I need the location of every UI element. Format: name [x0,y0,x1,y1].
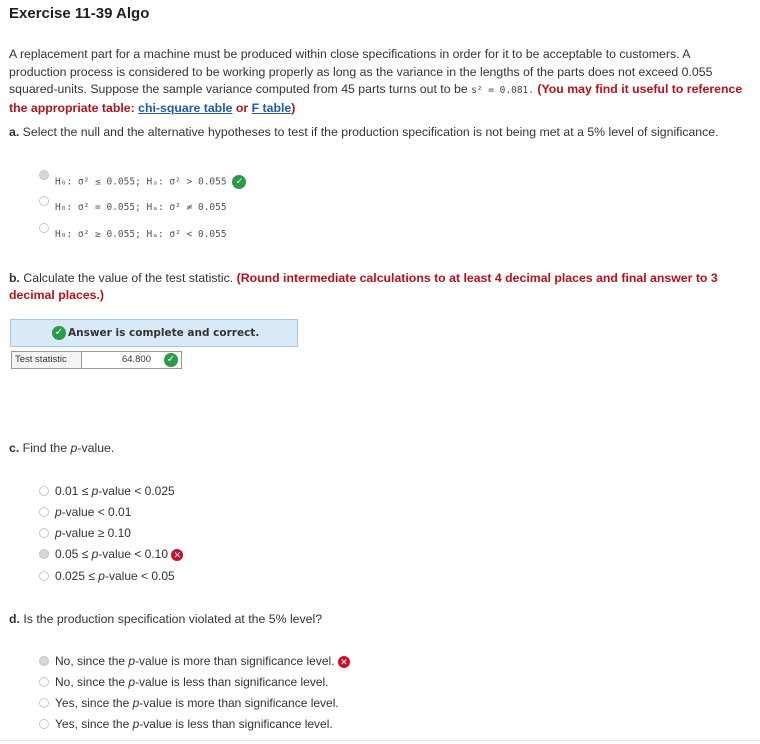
table-hint: (You may find it useful to reference [534,82,743,96]
opt-post: -value < 0.025 [98,484,175,498]
x-circle-icon: ✕ [338,656,350,668]
opt-pre: No, since the [55,654,129,668]
intro-line-4 [9,100,754,118]
part-c-p: p [70,441,78,455]
test-statistic-value: 64.800 [121,354,151,365]
part-b-question [9,270,749,304]
page-title: Exercise 11-39 Algo [9,5,150,22]
answer-status-text: Answer is complete and correct. [68,327,260,339]
check-circle-icon: ✓ [232,175,246,189]
part-d-option-1[interactable] [55,654,350,668]
part-d-option-2[interactable] [55,675,329,689]
part-a-radio-3[interactable] [39,223,49,233]
part-c-option-5[interactable] [55,569,175,583]
opt-p: p [128,675,136,689]
opt-pre: Yes, since the [55,696,133,710]
check-circle-icon: ✓ [164,353,178,367]
opt-post: -value < 0.10 [98,547,169,561]
problem-statement [9,46,754,117]
part-a-option-3[interactable]: H₀: σ² ≥ 0.055; Hₐ: σ² < 0.055 [55,229,227,240]
part-a-option-1-text: H₀: σ² ≤ 0.055; Hₐ: σ² > 0.055 [55,176,227,188]
chi-square-table-link[interactable]: chi-square table [138,100,233,115]
part-d-radio-2[interactable] [39,677,49,687]
part-c-radio-1[interactable] [39,486,49,496]
part-b-instruction: (Round intermediate calculations to at least 4 decimal places and final answer to 3 [233,271,718,285]
part-a-option-1[interactable] [55,175,246,189]
opt-post: -value is less than significance level. [139,717,333,731]
opt-pre: 0.05 ≤ [55,547,92,561]
part-d-option-3[interactable] [55,696,339,710]
opt-post: -value is more than significance level. [139,696,339,710]
opt-post: -value < 0.01 [61,505,132,519]
part-c-option-4[interactable] [55,547,183,561]
check-circle-icon: ✓ [52,326,66,340]
sample-variance: s² = 0.081. [471,85,534,96]
opt-p: p [132,717,140,731]
opt-p: p [55,505,62,519]
bottom-divider [0,740,760,741]
intro-line-1: A replacement part for a machine must be produced within close specifications in order for it to be acceptable to customers. A [9,47,691,61]
opt-p: p [98,569,105,583]
part-b-text: Calculate the value of the test statistic. [19,271,234,285]
intro-text: squared-units. Suppose the sample variance computed from 45 parts turns out to be [9,82,472,96]
part-c-text-2: -value. [77,441,115,455]
test-statistic-label: Test statistic [11,351,82,369]
part-c-option-2[interactable] [55,505,131,519]
opt-p: p [55,526,62,540]
opt-pre: 0.025 ≤ [55,569,99,583]
opt-pre: 0.01 ≤ [55,484,92,498]
part-c-option-1[interactable] [55,484,175,498]
answer-status-banner [10,319,298,347]
test-statistic-input[interactable] [82,351,182,369]
opt-p: p [128,654,136,668]
part-c-radio-5[interactable] [39,571,49,581]
opt-post: -value is more than significance level. [135,654,335,668]
part-a-radio-1[interactable] [39,170,49,180]
part-d-radio-4[interactable] [39,719,49,729]
opt-p: p [91,547,99,561]
f-table-link[interactable]: F table [251,100,292,115]
part-d-question [9,611,749,628]
part-a-label: a. [9,125,20,139]
part-d-label: d. [9,612,20,626]
part-d-text: Is the production specification violated at the 5% level? [19,612,323,626]
table-hint-cont: the appropriate table: [9,100,139,115]
part-d-option-4[interactable] [55,717,333,731]
x-circle-icon: ✕ [171,549,183,561]
or-text: or [232,100,252,115]
part-a-radio-2[interactable] [39,196,49,206]
part-a-text: Select the null and the alternative hypotheses to test if the production specification is not being met at a 5% level of significance. [19,125,719,139]
part-c-radio-4[interactable] [39,549,49,559]
part-d-radio-1[interactable] [39,656,49,666]
intro-line-3 [9,81,754,100]
opt-pre: Yes, since the [55,717,133,731]
paren-close: ) [291,100,296,115]
part-c-radio-2[interactable] [39,507,49,517]
part-c-question [9,440,749,457]
opt-p: p [91,484,99,498]
part-c-option-3[interactable] [55,526,131,540]
part-c-text: Find the [19,441,71,455]
part-b-label: b. [9,271,20,285]
part-a-question [9,124,749,141]
intro-line-2: production process is considered to be working properly as long as the variance in the lengths of the parts does not exceed 0.055 [9,64,713,79]
opt-post: -value < 0.05 [104,569,175,583]
part-c-radio-3[interactable] [39,528,49,538]
part-a-option-2[interactable]: H₀: σ² = 0.055; Hₐ: σ² ≠ 0.055 [55,202,227,213]
opt-post: -value ≥ 0.10 [61,526,131,540]
part-c-label: c. [9,441,20,455]
part-d-radio-3[interactable] [39,698,49,708]
part-b-instruction-2: decimal places.) [9,288,105,302]
opt-pre: No, since the [55,675,129,689]
opt-post: -value is less than significance level. [135,675,329,689]
opt-p: p [132,696,140,710]
